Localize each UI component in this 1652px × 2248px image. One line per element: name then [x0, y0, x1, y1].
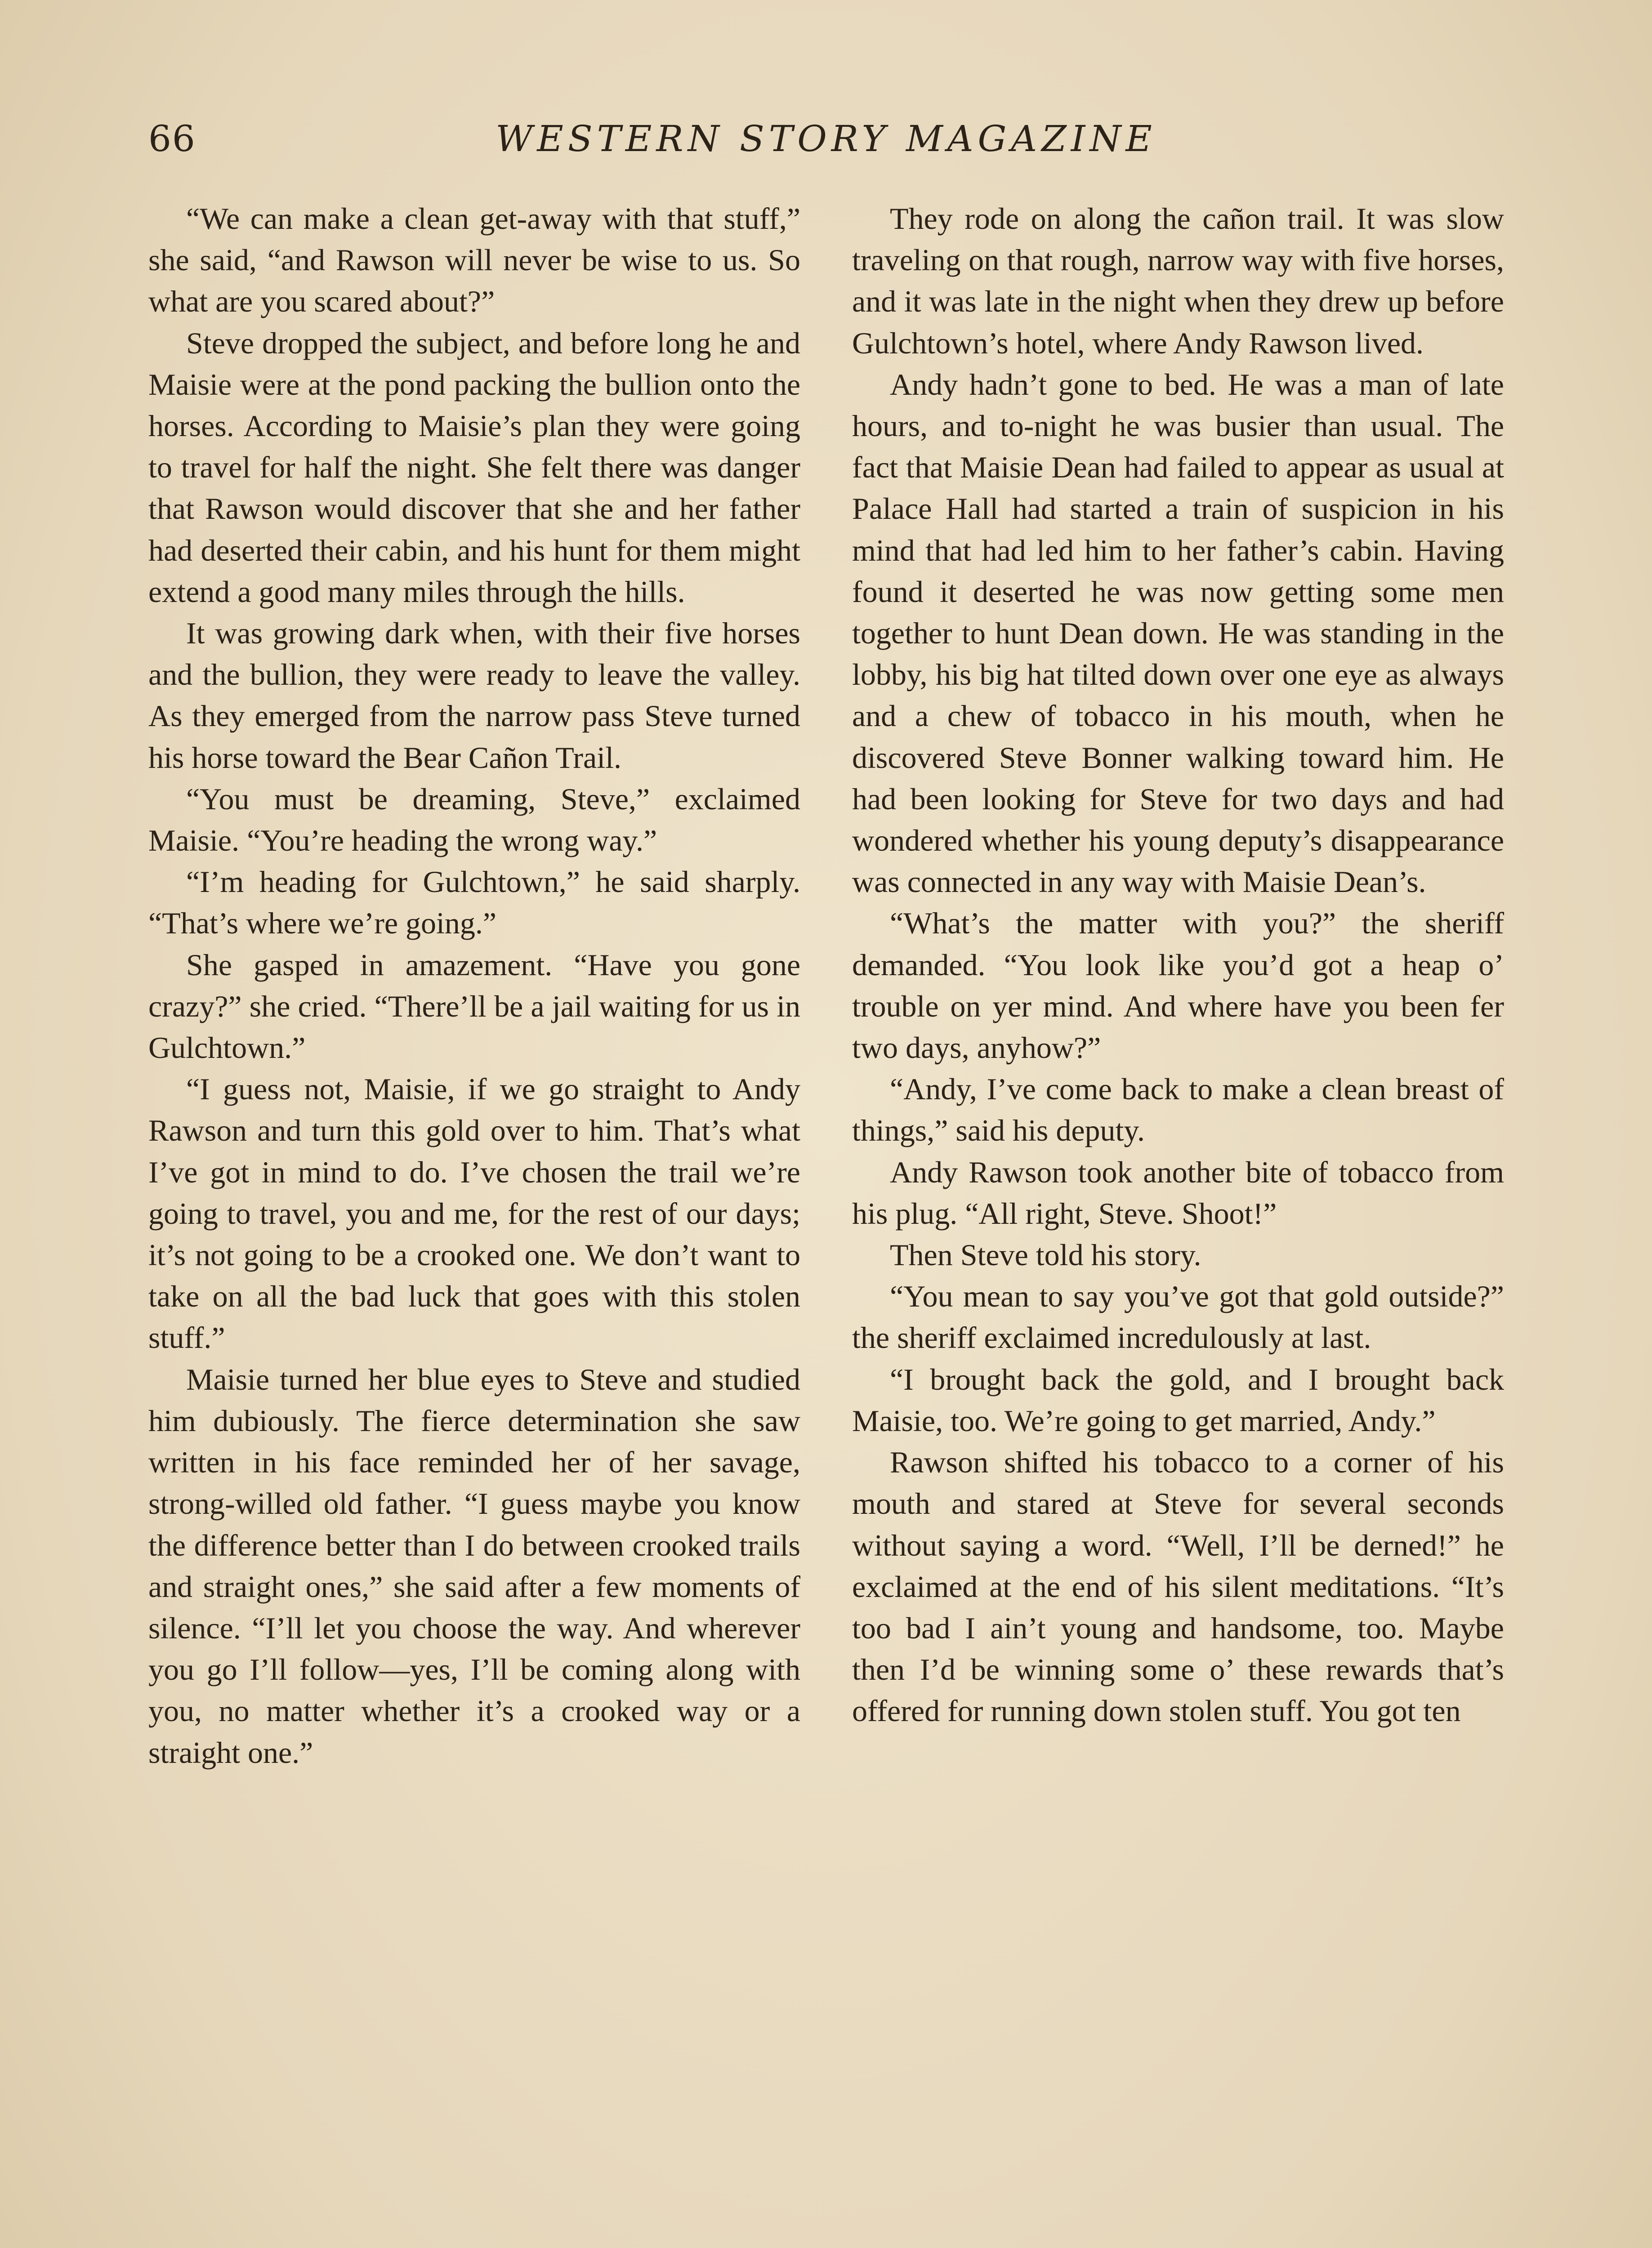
paragraph: Maisie turned her blue eyes to Steve and studied him dubiously. The fierce determination she saw written in his face reminded her of her savage, strong-willed old father. “I guess maybe you know the difference better than I do between crooked trails and straight ones,” she said after a few moments of silence. “I’ll let you choose the way. And wherever you go I’ll follow—yes, I’ll be coming along with you, no matter whether it’s a crooked way or a straight one.” — [148, 1362, 800, 1770]
paragraph: Andy hadn’t gone to bed. He was a man of late hours, and to-night he was busier than usual. The fact that Maisie Dean had failed to appear as usual at Palace Hall had started a train of suspicion in his mind that had led him to her father’s cabin. Having found it deserted he was now getting some men together to hunt Dean down. He was standing in the lobby, his big hat tilted down over one eye as always and a chew of tobacco in his mouth, when he discovered Steve Bonner walking toward him. He had been looking for Steve for two days and had wondered whether his young deputy’s disappearance was connected in any way with Maisie Dean’s. — [852, 367, 1504, 899]
paragraph: “What’s the matter with you?” the sheriff demanded. “You look like you’d got a heap o’ trouble on yer mind. And where have you been fer two days, anyhow?” — [852, 906, 1504, 1065]
paragraph: “We can make a clean get-away with that stuff,” she said, “and Rawson will never be wise to us. So what are you scared about?” — [148, 201, 800, 319]
paragraph: Then Steve told his story. — [890, 1238, 1201, 1272]
paragraph: “Andy, I’ve come back to make a clean breast of things,” said his deputy. — [852, 1072, 1504, 1148]
right-text-column — [852, 198, 1504, 1732]
paragraph: They rode on along the cañon trail. It was slow traveling on that rough, narrow way with five horses, and it was late in the night when they drew up before Gulchtown’s hotel, where Andy Rawson lived. — [852, 201, 1504, 360]
paragraph: “You mean to say you’ve got that gold outside?” the sheriff exclaimed incredulously at last. — [852, 1279, 1504, 1355]
page-header — [148, 118, 1504, 167]
paragraph: It was growing dark when, with their five horses and the bullion, they were ready to leave the valley. As they emerged from the narrow pass Steve turned his horse toward the Bear Cañon Trail. — [148, 616, 800, 775]
paragraph: Andy Rawson took another bite of tobacco from his plug. “All right, Steve. Shoot!” — [852, 1155, 1504, 1231]
paragraph: “I brought back the gold, and I brought back Maisie, too. We’re going to get married, Andy.” — [852, 1362, 1504, 1438]
paragraph: Rawson shifted his tobacco to a corner of his mouth and stared at Steve for several seconds without saying a word. “Well, I’ll be derned!” he exclaimed at the end of his silent meditations. “It’s too bad I ain’t young and handsome, too. Maybe then I’d be winning some o’ these rewards that’s offered for running down stolen stuff. You got ten — [852, 1445, 1504, 1728]
paragraph: She gasped in amazement. “Have you gone crazy?” she cried. “There’ll be a jail waiting for us in Gulchtown.” — [148, 947, 800, 1065]
paragraph: “I guess not, Maisie, if we go straight to Andy Rawson and turn this gold over to him. That’s what I’ve got in mind to do. I’ve chosen the trail we’re going to travel, you and me, for the rest of our days; it’s not going to be a crooked one. We don’t want to take on all the bad luck that goes with this stolen stuff.” — [148, 1072, 800, 1355]
left-text-column — [148, 198, 800, 1773]
paragraph: Steve dropped the subject, and before long he and Maisie were at the pond packing the bullion onto the horses. According to Maisie’s plan they were going to travel for half the night. She felt there was danger that Rawson would discover that she and her father had deserted their cabin, and his hunt for them might extend a good many miles through the hills. — [148, 326, 800, 609]
page-number: 66 — [148, 118, 196, 160]
paragraph: “You must be dreaming, Steve,” exclaimed Maisie. “You’re heading the wrong way.” — [148, 781, 800, 858]
magazine-title: WESTERN STORY MAGAZINE — [496, 118, 1156, 160]
paragraph: “I’m heading for Gulchtown,” he said sharply. “That’s where we’re going.” — [148, 865, 800, 941]
